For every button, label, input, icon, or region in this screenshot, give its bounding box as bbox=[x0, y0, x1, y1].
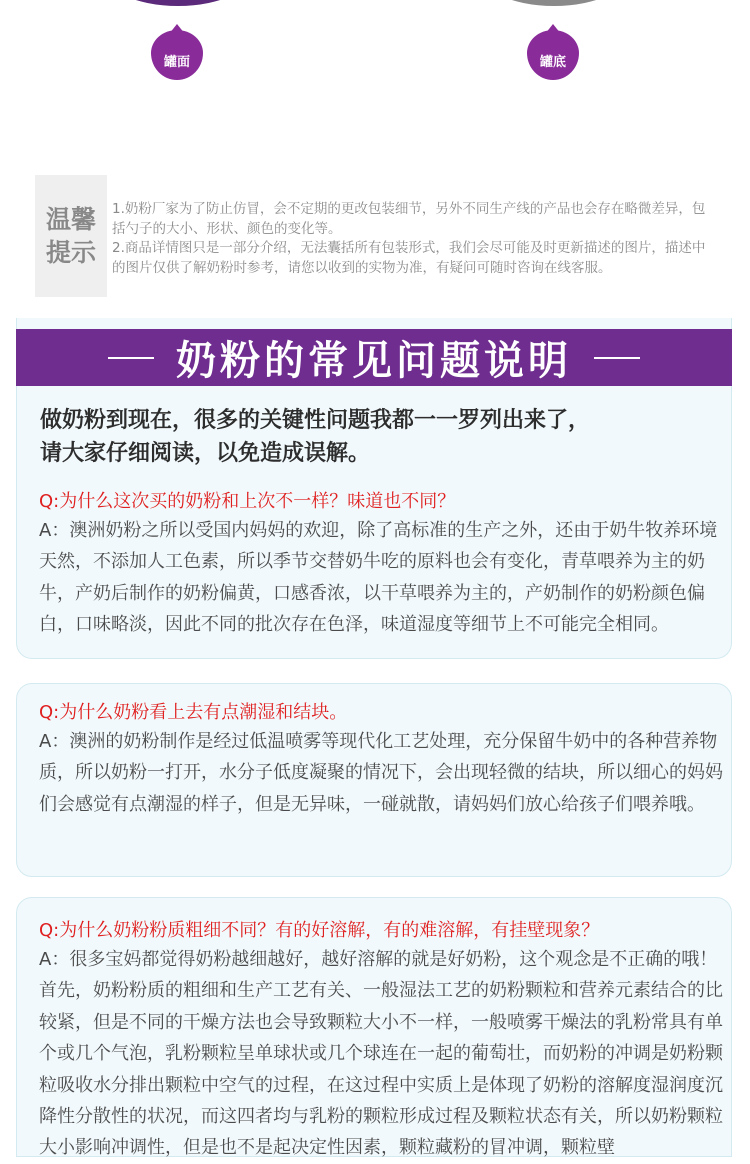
can-bottom-badge: 罐底 bbox=[527, 30, 579, 80]
reminder-label-line2: 提示 bbox=[45, 238, 96, 267]
reminder-label-line1: 温馨 bbox=[45, 205, 96, 234]
intro-line-1: 做奶粉到现在，很多的关键性问题我都一一罗列出来了， bbox=[40, 408, 591, 433]
faq-intro bbox=[40, 404, 720, 470]
faq-answer-2: A：澳洲的奶粉制作是经过低温喷雾等现代化工艺处理，充分保留牛奶中的各种营养物质，所以奶粉一打开，水分子低度凝聚的情况下，会出现轻微的结块，所以细心的妈妈们会感觉有点潮湿的样子，但是无异味，一碰就散，请妈妈们放心给孩子们喂养哦。 bbox=[39, 731, 723, 815]
reminder-label bbox=[35, 175, 107, 297]
faq-question-2: Q:为什么奶粉看上去有点潮湿和结块。 bbox=[39, 702, 348, 723]
can-bottom-image bbox=[474, 0, 634, 6]
faq-answer-1: A：澳洲奶粉之所以受国内妈妈的欢迎，除了高标准的生产之外，还由于奶牛牧养环境天然，不添加人工色素，所以季节交替奶牛吃的原料也会有变化，青草喂养为主的奶牛，产奶后制作的奶粉偏黄，口感香浓，以干草喂养为主的，产奶制作的奶粉颜色偏白，口味略淡，因此不同的批次存在色泽，味道湿度等细节上不可能完全相同。 bbox=[39, 520, 718, 636]
can-lid-badge: 罐面 bbox=[151, 30, 203, 80]
reminder-line-2: 2.商品详情图只是一部分介绍，无法囊括所有包装形式，我们会尽可能及时更新描述的图片，描述中的图片仅供了解奶粉时参考，请您以收到的实物为准，有疑问可随时咨询在线客服。 bbox=[112, 240, 706, 276]
intro-line-2: 请大家仔细阅读，以免造成误解。 bbox=[40, 441, 371, 466]
reminder-text bbox=[112, 200, 712, 278]
banner-left-line bbox=[108, 357, 154, 359]
can-lid-image bbox=[98, 0, 258, 6]
faq-question-1: Q:为什么这次买的奶粉和上次不一样？味道也不同？ bbox=[39, 491, 456, 512]
faq-question-3: Q:为什么奶粉粉质粗细不同？有的好溶解，有的难溶解，有挂壁现象？ bbox=[39, 920, 600, 941]
faq-answer-3: A：很多宝妈都觉得奶粉越细越好，越好溶解的就是好奶粉，这个观念是不正确的哦！首先，奶粉粉质的粗细和生产工艺有关、一般湿法工艺的奶粉颗粒和营养元素结合的比较紧，但是不同的干燥方法也会导致颗粒大小不一样，一般喷雾干燥法的乳粉常具有单个或几个气泡，乳粉颗粒呈单球状或几个球连在一起的葡萄壮，而奶粉的冲调是奶粉颗粒吸收水分排出颗粒中空气的过程，在这过程中实质上是体现了奶粉的溶解度湿润度沉降性分散性的状况，而这四者均与乳粉的颗粒形成过程及颗粒状态有关，所以奶粉颗粒大小影响冲调性，但是也不是起决定性因素，颗粒藏粉的冒冲调，颗粒壁 bbox=[39, 949, 723, 1159]
section-banner bbox=[16, 329, 732, 386]
banner-title: 奶粉的常见问题说明 bbox=[176, 338, 572, 384]
reminder-line-1: 1.奶粉厂家为了防止仿冒，会不定期的更改包装细节，另外不同生产线的产品也会存在略微差异，包括勺子的大小、形状、颜色的变化等。 bbox=[112, 201, 706, 237]
banner-right-line bbox=[594, 357, 640, 359]
